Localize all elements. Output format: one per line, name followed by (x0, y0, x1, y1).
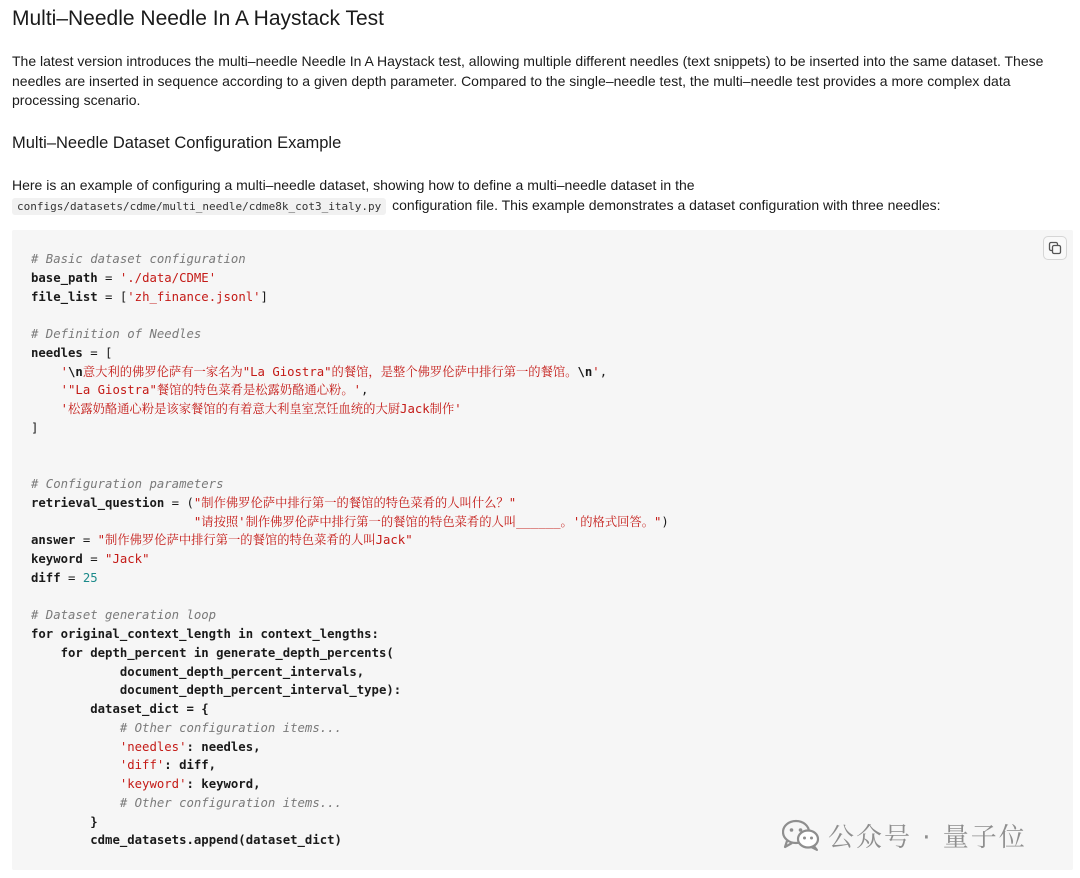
wechat-icon (782, 819, 820, 851)
code-line: keyword = "Jack" (31, 552, 150, 566)
code-line: 'keyword': keyword, (119, 777, 261, 791)
code-line: } (90, 814, 98, 829)
code-line: cdme_datasets.append(dataset_dict) (90, 833, 342, 848)
code-comment: # Dataset generation loop (31, 608, 217, 623)
code-line: for original_context_length in context_lengths: (31, 627, 379, 641)
code-line: '"La Giostra"餐馆的特色菜肴是松露奶酪通心粉。', (60, 383, 369, 398)
code-line: file_list = ['zh_finance.jsonl'] (31, 289, 268, 304)
code-line: "请按照'制作佛罗伦萨中排行第一的餐馆的特色菜肴的人叫______。'的格式回答。") (193, 514, 669, 529)
code-line: 'needles': needles, (119, 739, 261, 754)
code-line: '\n意大利的佛罗伦萨有一家名为"La Giostra"的餐馆，是整个佛罗伦萨中排行第一的餐馆。\n', (60, 364, 608, 379)
code-comment: # Basic dataset configuration (31, 252, 246, 266)
watermark-text: 公众号 · 量子位 (828, 822, 1027, 853)
code-line: needles = [ (31, 345, 113, 360)
code-line: '松露奶酪通心粉是该家餐馆的有着意大利皇室烹饪血统的大厨Jack制作' (60, 402, 462, 416)
code-block (12, 230, 1073, 870)
code-line: base_path = './data/CDME' (31, 270, 217, 285)
code-comment: # Definition of Needles (31, 327, 202, 341)
page-title: Multi–Needle Needle In A Haystack Test (12, 7, 384, 30)
intro-paragraph: The latest version introduces the multi–needle Needle In A Haystack test, allowing multiple different needles (text snippets) to be inserted into the same dataset. These needles are inserted in sequence according to a given depth parameter. Compared to the single–needle test, the multi–needle test provides a more complex data processing scenario. (12, 53, 1044, 108)
code-line: document_depth_percent_interval_type): (119, 683, 402, 698)
code-line: answer = "制作佛罗伦萨中排行第一的餐馆的特色菜肴的人叫Jack" (31, 533, 413, 548)
wechat-watermark (782, 818, 1027, 852)
config-file-path: configs/datasets/cdme/multi_needle/cdme8k_cot3_italy.py (12, 198, 386, 215)
copy-button[interactable] (1043, 236, 1067, 260)
code-line: # Other configuration items... (119, 720, 342, 735)
code-comment: # Configuration parameters (31, 477, 224, 491)
code-line: retrieval_question = ("制作佛罗伦萨中排行第一的餐馆的特色菜肴的人叫什么？" (31, 495, 517, 510)
code-line: 'diff': diff, (119, 758, 217, 773)
example-paragraph (12, 175, 1074, 217)
section-heading: Multi–Needle Dataset Configuration Example (12, 134, 342, 152)
code-line: document_depth_percent_intervals, (119, 664, 365, 679)
code-line: # Other configuration items... (119, 795, 342, 810)
code-line: for depth_percent in generate_depth_percents( (60, 645, 394, 660)
code-line: diff = 25 (31, 570, 98, 585)
example-text-after: configuration file. This example demonstrates a dataset configuration with three needles: (392, 197, 941, 213)
example-text-before: Here is an example of configuring a multi–needle dataset, showing how to define a multi–needle dataset in the (12, 177, 695, 193)
code-content (31, 250, 669, 850)
code-line: ] (31, 420, 39, 435)
code-line: dataset_dict = { (90, 702, 209, 716)
copy-icon (1048, 241, 1062, 255)
